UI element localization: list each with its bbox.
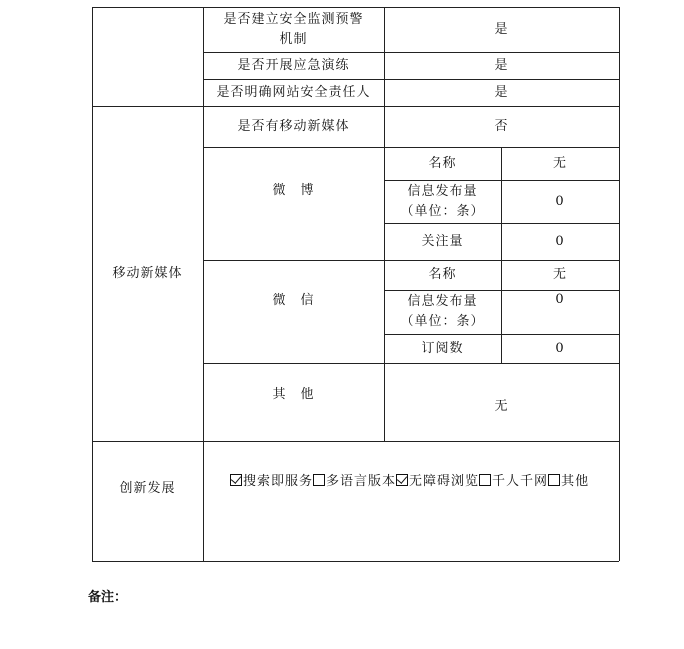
warning-mechanism-value: 是	[494, 21, 509, 37]
emergency-drill-value: 是	[494, 57, 509, 73]
other-label: 其 他	[272, 387, 315, 402]
weibo-label: 微 博	[272, 183, 315, 198]
has-media-label: 是否有移动新媒体	[237, 118, 350, 134]
label-line: （单位：条）	[400, 314, 485, 329]
checkbox-other[interactable]	[548, 474, 560, 486]
option-label: 多语言版本	[326, 474, 397, 489]
weibo-follow-value: 0	[555, 233, 565, 249]
responsible-person-label: 是否明确网站安全责任人	[216, 84, 371, 100]
checkbox-search-service[interactable]	[230, 474, 242, 486]
option-label: 无障碍浏览	[409, 474, 480, 489]
warning-mechanism-label	[203, 7, 384, 52]
note-label: 备注：	[88, 590, 128, 605]
weibo-posts-value: 0	[555, 193, 565, 209]
weibo-posts-label	[384, 180, 501, 223]
checkbox-multilingual[interactable]	[313, 474, 325, 486]
wechat-subscribe-label: 订阅数	[421, 340, 464, 356]
innovation-options	[230, 470, 589, 489]
wechat-posts-label	[384, 290, 501, 334]
has-media-value: 否	[494, 118, 509, 134]
checkbox-personalized[interactable]	[479, 474, 491, 486]
wechat-posts-value: 0	[555, 292, 565, 307]
option-label: 千人千网	[492, 474, 549, 489]
option-label: 搜索即服务	[243, 474, 314, 489]
weibo-follow-label: 关注量	[421, 233, 464, 249]
label-line: 是否建立安全监测预警	[223, 11, 364, 27]
label-line: （单位：条）	[400, 203, 485, 219]
mobile-media-section-label: 移动新媒体	[112, 265, 183, 281]
label-line: 信息发布量	[407, 294, 478, 309]
checkbox-accessibility[interactable]	[396, 474, 408, 486]
wechat-name-label: 名称	[428, 267, 457, 282]
option-label: 其他	[561, 474, 590, 489]
responsible-person-value: 是	[494, 84, 509, 100]
innovation-section-label: 创新发展	[119, 480, 176, 496]
wechat-name-value: 无	[552, 267, 567, 282]
other-value: 无	[494, 398, 509, 414]
label-line: 信息发布量	[407, 183, 478, 199]
label-line: 机制	[279, 31, 308, 47]
emergency-drill-label: 是否开展应急演练	[237, 57, 350, 73]
wechat-label: 微 信	[272, 293, 315, 308]
wechat-subscribe-value: 0	[555, 340, 565, 356]
weibo-name-value: 无	[552, 155, 567, 171]
weibo-name-label: 名称	[428, 155, 457, 171]
